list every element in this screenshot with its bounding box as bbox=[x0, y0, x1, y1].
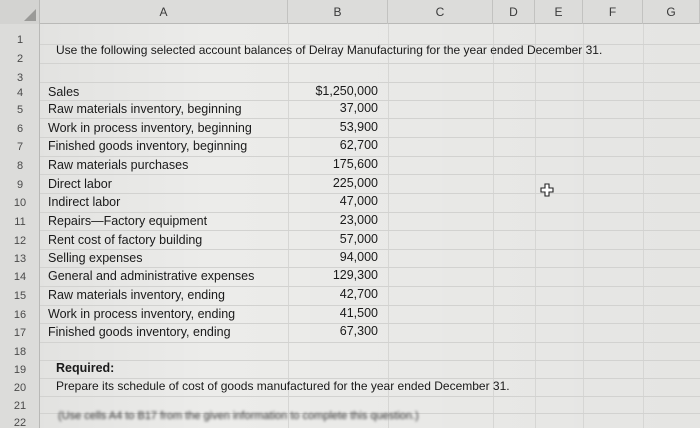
account-amount[interactable]: 41,500 bbox=[339, 306, 378, 320]
plus-cursor-icon bbox=[540, 183, 554, 197]
account-amount[interactable]: 57,000 bbox=[339, 232, 378, 246]
account-label[interactable]: Finished goods inventory, ending bbox=[48, 325, 231, 339]
intro-text[interactable]: Use the following selected account balances of Delray Manufacturing for the year ended December 31. bbox=[56, 43, 603, 57]
column-header-c[interactable]: C bbox=[388, 0, 493, 24]
row-number[interactable]: 2 bbox=[16, 53, 24, 65]
row-number[interactable]: 14 bbox=[13, 271, 27, 283]
column-header-f[interactable]: F bbox=[583, 0, 643, 24]
account-label[interactable]: Work in process inventory, ending bbox=[48, 307, 236, 321]
row-number[interactable]: 4 bbox=[16, 87, 24, 99]
row-number[interactable]: 15 bbox=[13, 290, 27, 302]
required-instruction[interactable]: Prepare its schedule of cost of goods manufactured for the year ended December 31. bbox=[56, 379, 510, 393]
row-number[interactable]: 18 bbox=[13, 346, 27, 358]
grid-line bbox=[40, 360, 700, 361]
required-heading[interactable]: Required: bbox=[56, 361, 115, 375]
column-header-bar bbox=[0, 0, 700, 24]
row-number[interactable]: 22 bbox=[13, 417, 27, 428]
row-number[interactable]: 5 bbox=[16, 104, 24, 116]
account-label[interactable]: Work in process inventory, beginning bbox=[48, 121, 252, 135]
column-header-d[interactable]: D bbox=[493, 0, 535, 24]
row-number[interactable]: 9 bbox=[16, 179, 24, 191]
row-number[interactable]: 10 bbox=[13, 197, 27, 209]
account-label[interactable]: Finished goods inventory, beginning bbox=[48, 139, 248, 153]
account-amount[interactable]: 53,900 bbox=[339, 120, 378, 134]
row-number[interactable]: 13 bbox=[13, 253, 27, 265]
account-amount[interactable]: 225,000 bbox=[332, 176, 378, 190]
row-number[interactable]: 20 bbox=[13, 382, 27, 394]
row-number[interactable]: 17 bbox=[13, 327, 27, 339]
grid-line bbox=[493, 24, 494, 428]
column-header-a[interactable]: A bbox=[40, 0, 288, 24]
grid-line bbox=[583, 24, 584, 428]
grid-line bbox=[388, 24, 389, 428]
cut-off-instruction: (Use cells A4 to B17 from the given information to complete this question.) bbox=[58, 410, 419, 422]
account-amount[interactable]: 47,000 bbox=[339, 194, 378, 208]
account-label[interactable]: Rent cost of factory building bbox=[48, 233, 203, 247]
row-number[interactable]: 19 bbox=[13, 364, 27, 376]
select-all-corner[interactable] bbox=[0, 0, 40, 24]
account-label[interactable]: Selling expenses bbox=[48, 251, 143, 265]
account-label[interactable]: General and administrative expenses bbox=[48, 269, 255, 283]
account-label[interactable]: Repairs—Factory equipment bbox=[48, 214, 208, 228]
row-number[interactable]: 6 bbox=[16, 123, 24, 135]
row-number[interactable]: 8 bbox=[16, 160, 24, 172]
account-amount[interactable]: $1,250,000 bbox=[315, 84, 378, 98]
grid-line bbox=[40, 63, 700, 64]
account-label[interactable]: Direct labor bbox=[48, 177, 112, 191]
column-header-g[interactable]: G bbox=[643, 0, 700, 24]
row-number[interactable]: 3 bbox=[16, 72, 24, 84]
column-header-b[interactable]: B bbox=[288, 0, 388, 24]
account-amount[interactable]: 129,300 bbox=[332, 268, 378, 282]
account-amount[interactable]: 94,000 bbox=[339, 250, 378, 264]
grid-line bbox=[535, 24, 536, 428]
account-label[interactable]: Indirect labor bbox=[48, 195, 121, 209]
row-number[interactable]: 1 bbox=[16, 34, 24, 46]
row-number[interactable]: 7 bbox=[16, 141, 24, 153]
grid-line bbox=[643, 24, 644, 428]
account-label[interactable]: Sales bbox=[48, 85, 80, 99]
grid-line bbox=[40, 342, 700, 343]
account-label[interactable]: Raw materials purchases bbox=[48, 158, 189, 172]
grid-line bbox=[40, 396, 700, 397]
account-amount[interactable]: 37,000 bbox=[339, 101, 378, 115]
account-amount[interactable]: 42,700 bbox=[339, 287, 378, 301]
account-amount[interactable]: 62,700 bbox=[339, 138, 378, 152]
account-label[interactable]: Raw materials inventory, beginning bbox=[48, 102, 242, 116]
account-label[interactable]: Raw materials inventory, ending bbox=[48, 288, 225, 302]
account-amount[interactable]: 67,300 bbox=[339, 324, 378, 338]
row-number[interactable]: 16 bbox=[13, 309, 27, 321]
account-amount[interactable]: 23,000 bbox=[339, 213, 378, 227]
row-number[interactable]: 11 bbox=[14, 216, 26, 228]
row-number[interactable]: 21 bbox=[13, 400, 27, 412]
row-number[interactable]: 12 bbox=[13, 235, 27, 247]
column-header-e[interactable]: E bbox=[535, 0, 583, 24]
account-amount[interactable]: 175,600 bbox=[332, 157, 378, 171]
